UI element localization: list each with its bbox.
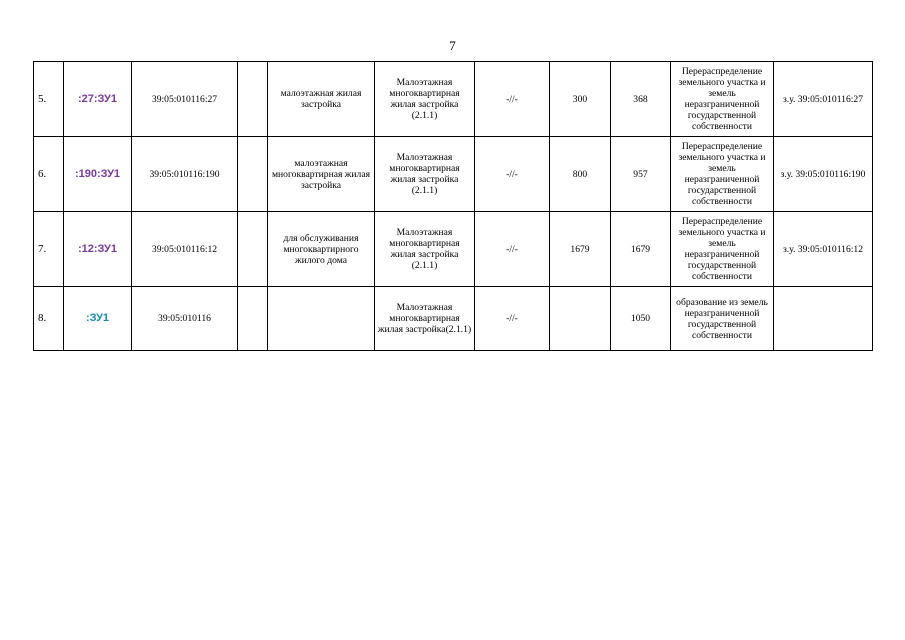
cadastral-number: 39:05:010116:27	[132, 62, 238, 137]
table-row	[34, 62, 873, 137]
table-row	[34, 137, 873, 212]
ditto-mark: -//-	[475, 137, 550, 212]
current-use: для обслуживания многоквартирного жилого дома	[268, 212, 375, 287]
cadastral-number: 39:05:010116:12	[132, 212, 238, 287]
planned-use: Малоэтажная многоквартирная жилая застройка (2.1.1)	[375, 62, 475, 137]
ditto-mark: -//-	[475, 62, 550, 137]
empty-cell	[238, 287, 268, 351]
current-use	[268, 287, 375, 351]
planned-use: Малоэтажная многоквартирная жилая застройка(2.1.1)	[375, 287, 475, 351]
empty-cell	[238, 137, 268, 212]
land-plots-table	[33, 61, 873, 351]
area-planned: 1679	[611, 212, 671, 287]
row-number: 7.	[34, 212, 64, 287]
formation-method: Перераспределение земельного участка и земель неразграниченной государственной собственности	[671, 62, 774, 137]
row-number: 5.	[34, 62, 64, 137]
table-row	[34, 212, 873, 287]
current-use: малоэтажная жилая застройка	[268, 62, 375, 137]
current-use: малоэтажная многоквартирная жилая застройка	[268, 137, 375, 212]
area-existing: 800	[550, 137, 611, 212]
planned-use: Малоэтажная многоквартирная жилая застройка (2.1.1)	[375, 212, 475, 287]
source-plot	[774, 287, 873, 351]
cadastral-number: 39:05:010116:190	[132, 137, 238, 212]
ditto-mark: -//-	[475, 287, 550, 351]
formation-method: Перераспределение земельного участка и земель неразграниченной государственной собственности	[671, 212, 774, 287]
source-plot: з.у. 39:05:010116:27	[774, 62, 873, 137]
source-plot: з.у. 39:05:010116:190	[774, 137, 873, 212]
ditto-mark: -//-	[475, 212, 550, 287]
area-planned: 1050	[611, 287, 671, 351]
row-number: 8.	[34, 287, 64, 351]
area-planned: 957	[611, 137, 671, 212]
plot-code: :190:ЗУ1	[64, 137, 132, 212]
area-planned: 368	[611, 62, 671, 137]
source-plot: з.у. 39:05:010116:12	[774, 212, 873, 287]
page-number: 7	[449, 38, 456, 53]
area-existing	[550, 287, 611, 351]
area-existing: 1679	[550, 212, 611, 287]
plot-code: :12:ЗУ1	[64, 212, 132, 287]
empty-cell	[238, 62, 268, 137]
row-number: 6.	[34, 137, 64, 212]
plot-code: :ЗУ1	[64, 287, 132, 351]
cadastral-number: 39:05:010116	[132, 287, 238, 351]
formation-method: Перераспределение земельного участка и земель неразграниченной государственной собственности	[671, 137, 774, 212]
table-row	[34, 287, 873, 351]
formation-method: образование из земель неразграниченной государственной собственности	[671, 287, 774, 351]
plot-code: :27:ЗУ1	[64, 62, 132, 137]
empty-cell	[238, 212, 268, 287]
planned-use: Малоэтажная многоквартирная жилая застройка (2.1.1)	[375, 137, 475, 212]
area-existing: 300	[550, 62, 611, 137]
